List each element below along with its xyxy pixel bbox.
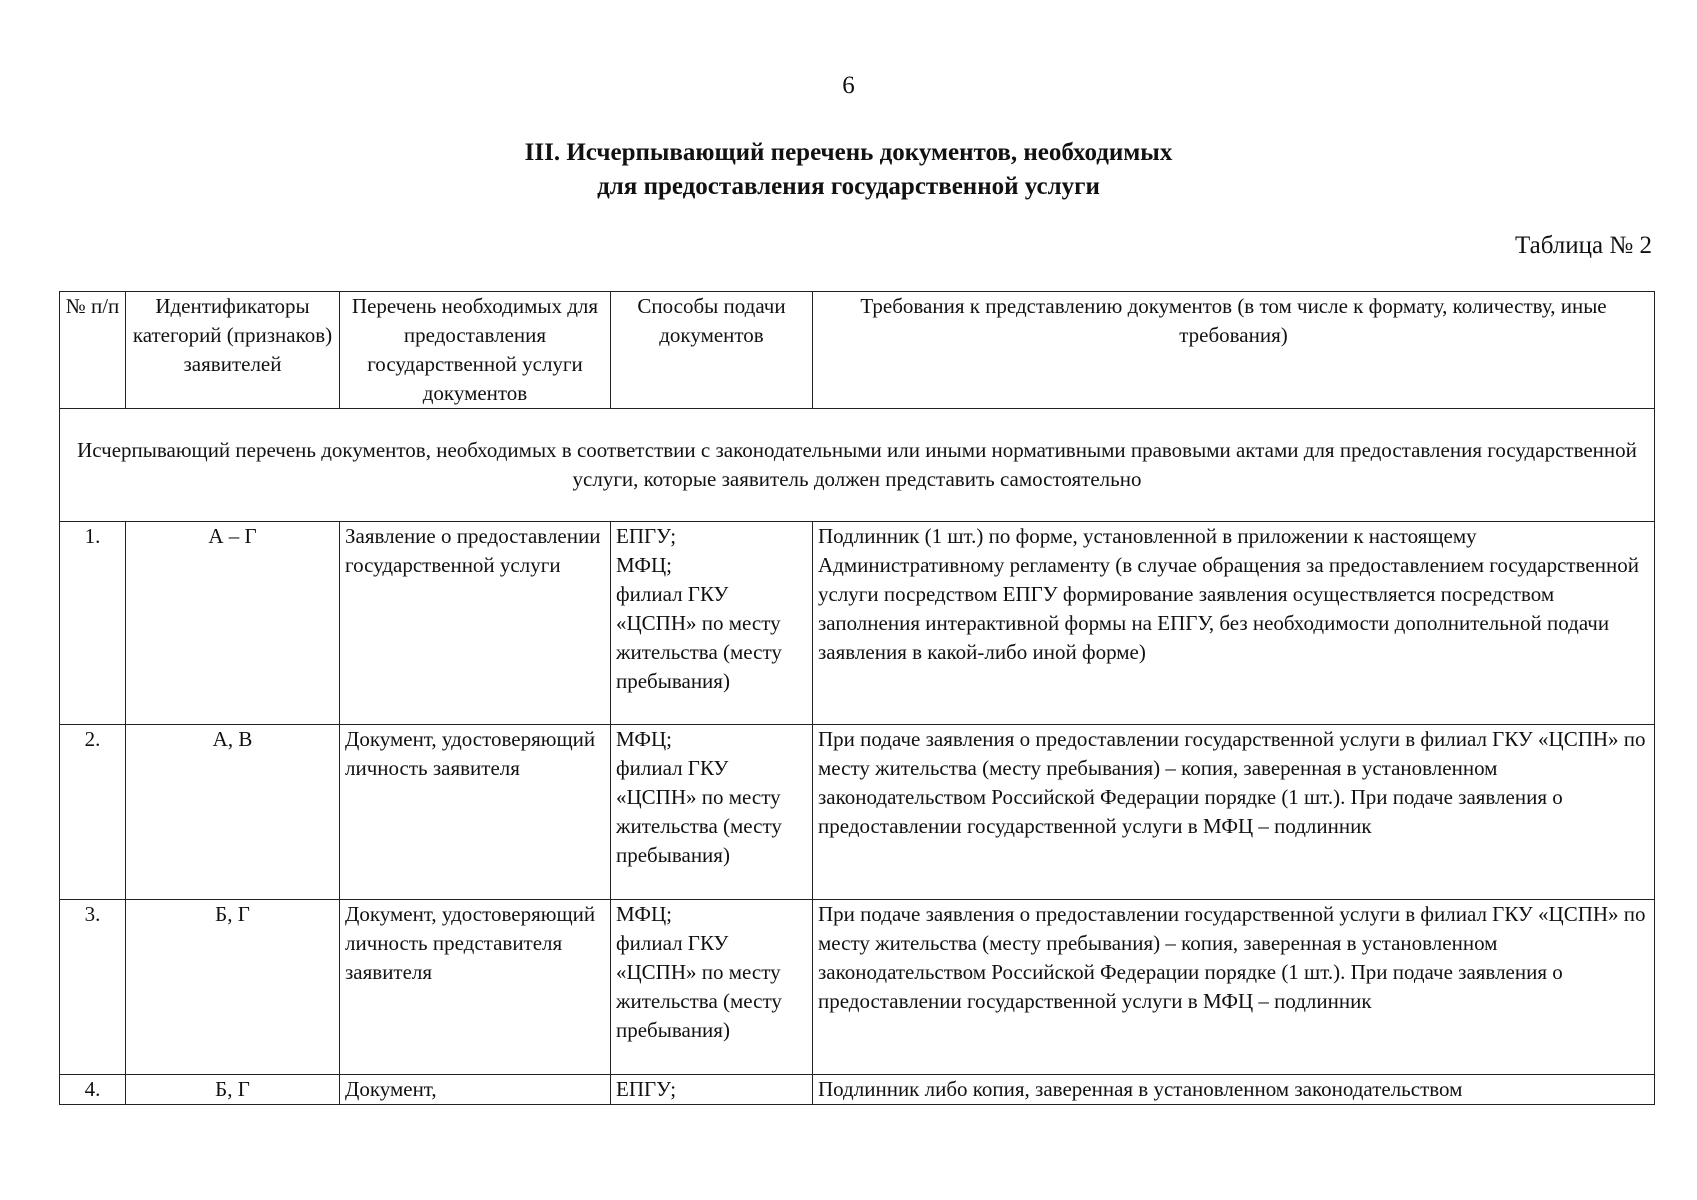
- row-document: Документ, удостоверяющий личность представителя заявителя: [340, 900, 611, 1075]
- header-categories: Идентификаторы категорий (признаков) заявителей: [126, 292, 340, 409]
- way-item: МФЦ;: [616, 553, 672, 577]
- documents-table: [59, 291, 1655, 1105]
- way-item: МФЦ;: [616, 902, 672, 926]
- row-ways: [611, 522, 813, 725]
- table-row: [60, 522, 1655, 725]
- header-num: № п/п: [60, 292, 126, 409]
- row-document: Заявление о предоставлении государственной услуги: [340, 522, 611, 725]
- table-caption: Таблица № 2: [1514, 232, 1652, 259]
- row-requirements: Подлинник (1 шт.) по форме, установленной в приложении к настоящему Административному регламенту (в случае обращения за предоставлением государственной услуги посредством ЕПГУ формирование заявления осуществляется посредством заполнения интерактивной формы на ЕПГУ, без необходимости дополнительной подачи заявления в какой-либо иной форме): [813, 522, 1655, 725]
- way-item: филиал ГКУ «ЦСПН» по месту жительства (месту пребывания): [616, 582, 782, 693]
- way-item: ЕПГУ;: [616, 524, 677, 548]
- page-number: 6: [842, 72, 855, 99]
- row-categories: Б, Г: [126, 1075, 340, 1105]
- table-row: [60, 900, 1655, 1075]
- section-header: Исчерпывающий перечень документов, необходимых в соответствии с законодательными или иными нормативными правовыми актами для предоставления государственной услуги, которые заявитель должен представить самостоятельно: [60, 409, 1655, 522]
- section-title-line-1: III. Исчерпывающий перечень документов, необходимых: [524, 139, 1173, 166]
- way-item: МФЦ;: [616, 727, 672, 751]
- row-document: Документ,: [340, 1075, 611, 1105]
- row-categories: А, В: [126, 725, 340, 900]
- way-item: филиал ГКУ «ЦСПН» по месту жительства (месту пребывания): [616, 756, 782, 867]
- row-num: 2.: [60, 725, 126, 900]
- row-num: 4.: [60, 1075, 126, 1105]
- row-num: 1.: [60, 522, 126, 725]
- row-document: Документ, удостоверяющий личность заявителя: [340, 725, 611, 900]
- header-ways: Способы подачи документов: [611, 292, 813, 409]
- row-requirements: При подаче заявления о предоставлении государственной услуги в филиал ГКУ «ЦСПН» по месту жительства (месту пребывания) – копия, заверенная в установленном законодательством Российской Федерации порядке (1 шт.). При подаче заявления о предоставлении государственной услуги в МФЦ – подлинник: [813, 900, 1655, 1075]
- table-header-row: [60, 292, 1655, 409]
- row-ways: [611, 725, 813, 900]
- row-categories: Б, Г: [126, 900, 340, 1075]
- row-ways: [611, 1075, 813, 1105]
- section-header-row: [60, 409, 1655, 522]
- way-item: ЕПГУ;: [616, 1077, 677, 1101]
- row-requirements: Подлинник либо копия, заверенная в установленном законодательством: [813, 1075, 1655, 1105]
- table-row: [60, 1075, 1655, 1105]
- row-categories: А – Г: [126, 522, 340, 725]
- header-requirements: Требования к представлению документов (в том числе к формату, количеству, иные требования): [813, 292, 1655, 409]
- section-title-line-2: для предоставления государственной услуги: [597, 173, 1100, 200]
- row-ways: [611, 900, 813, 1075]
- section-title: [0, 136, 1697, 204]
- table-row: [60, 725, 1655, 900]
- row-requirements: При подаче заявления о предоставлении государственной услуги в филиал ГКУ «ЦСПН» по месту жительства (месту пребывания) – копия, заверенная в установленном законодательством Российской Федерации порядке (1 шт.). При подаче заявления о предоставлении государственной услуги в МФЦ – подлинник: [813, 725, 1655, 900]
- header-documents: Перечень необходимых для предоставления государственной услуги документов: [340, 292, 611, 409]
- row-num: 3.: [60, 900, 126, 1075]
- way-item: филиал ГКУ «ЦСПН» по месту жительства (месту пребывания): [616, 931, 782, 1042]
